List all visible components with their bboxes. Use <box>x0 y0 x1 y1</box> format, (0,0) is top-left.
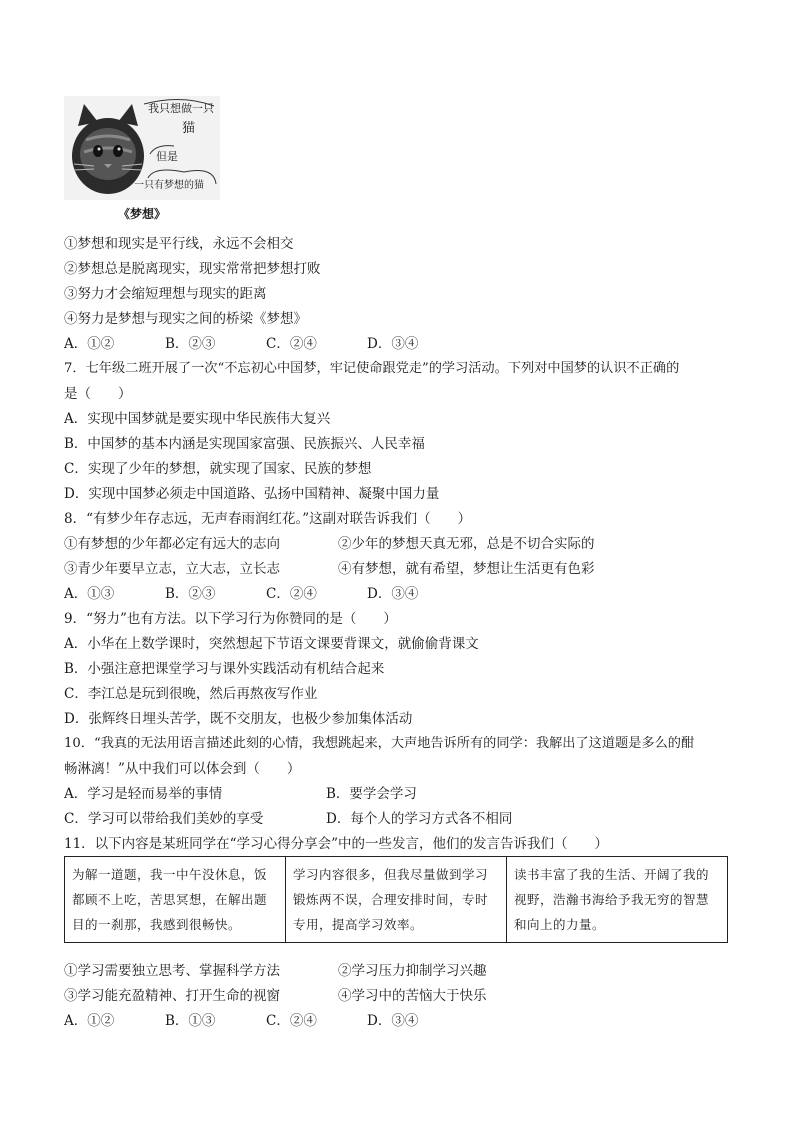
q11-option-a[interactable]: A．①② <box>64 1013 115 1029</box>
handwriting-2: 猫 <box>182 121 196 136</box>
q9-option-b[interactable]: B．小强注意把课堂学习与课外实践活动有机结合起来 <box>64 661 385 677</box>
q7-stem-line-2: 是（ ） <box>64 386 132 402</box>
q6-statement-1: ①梦想和现实是平行线，永远不会相交 <box>64 236 294 252</box>
q7-stem-line-1: 7．七年级二班开展了一次“不忘初心中国梦，牢记使命跟党走”的学习活动。下列对中国梦的认识不正确的 <box>64 361 680 376</box>
cat-cartoon-image <box>64 96 220 200</box>
handwriting-1: 我只想做一只 <box>148 102 214 115</box>
q11-quote-cell-2: 学习内容很多，但我尽量做到学习锻炼两不误，合理安排时间，专时专用，提高学习效率。 <box>286 857 507 943</box>
q10-stem-line-2: 畅淋漓！”从中我们可以体会到（ ） <box>64 761 301 777</box>
q6-option-c[interactable]: C．②④ <box>266 336 317 352</box>
q11-statement-2: ②学习压力抑制学习兴趣 <box>338 963 487 979</box>
handwriting-3: 一只有梦想的猫 <box>134 180 204 191</box>
q7-option-a[interactable]: A．实现中国梦就是要实现中华民族伟大复兴 <box>64 411 331 427</box>
q11-option-b[interactable]: B．①③ <box>165 1013 216 1029</box>
q11-quote-cell-1: 为解一道题，我一中午没休息，饭都顾不上吃，苦思冥想，在解出题目的一刹那，我感到很畅快。 <box>65 857 286 943</box>
q7-option-c[interactable]: C．实现了少年的梦想，就实现了国家、民族的梦想 <box>64 461 372 477</box>
q6-option-d[interactable]: D．③④ <box>367 336 419 352</box>
q6-option-b[interactable]: B．②③ <box>165 336 216 352</box>
q10-option-a[interactable]: A．学习是轻而易举的事情 <box>64 786 223 802</box>
q10-stem-line-1: 10．“我真的无法用语言描述此刻的心情，我想跳起来，大声地告诉所有的同学：我解出了这道题是多么的酣 <box>64 736 695 751</box>
q8-option-a[interactable]: A．①③ <box>64 586 115 602</box>
q6-option-a[interactable]: A．①② <box>64 336 115 352</box>
q11-statement-1: ①学习需要独立思考、掌握科学方法 <box>64 963 280 979</box>
q9-stem: 9．“努力”也有方法。以下学习行为你赞同的是（ ） <box>64 611 397 627</box>
q8-option-b[interactable]: B．②③ <box>165 586 216 602</box>
q6-statement-4: ④努力是梦想与现实之间的桥梁《梦想》 <box>64 311 307 327</box>
q10-option-c[interactable]: C．学习可以带给我们美妙的享受 <box>64 811 264 827</box>
q8-option-c[interactable]: C．②④ <box>266 586 317 602</box>
figure-caption: 《梦想》 <box>118 207 167 221</box>
handwriting-4: 但是 <box>156 150 178 163</box>
q11-statement-3: ③学习能充盈精神、打开生命的视窗 <box>64 988 280 1004</box>
q9-option-c[interactable]: C．李江总是玩到很晚，然后再熬夜写作业 <box>64 686 318 702</box>
q7-option-d[interactable]: D．实现中国梦必须走中国道路、弘扬中国精神、凝聚中国力量 <box>64 486 440 502</box>
q9-option-a[interactable]: A．小华在上数学课时，突然想起下节语文课要背课文，就偷偷背课文 <box>64 636 479 652</box>
q8-statement-2: ②少年的梦想天真无邪，总是不切合实际的 <box>338 536 595 552</box>
q8-statement-3: ③青少年要早立志，立大志，立长志 <box>64 561 280 577</box>
q11-statement-4: ④学习中的苦恼大于快乐 <box>338 988 487 1004</box>
q7-option-b[interactable]: B．中国梦的基本内涵是实现国家富强、民族振兴、人民幸福 <box>64 436 425 452</box>
q8-option-d[interactable]: D．③④ <box>367 586 419 602</box>
q9-option-d[interactable]: D．张辉终日埋头苦学，既不交朋友，也极少参加集体活动 <box>64 711 413 727</box>
q6-statement-3: ③努力才会缩短理想与现实的距离 <box>64 286 267 302</box>
q8-statement-4: ④有梦想，就有希望，梦想让生活更有色彩 <box>338 561 595 577</box>
q11-quote-cell-3: 读书丰富了我的生活、开阔了我的视野，浩瀚书海给予我无穷的智慧和向上的力量。 <box>507 857 728 943</box>
q10-option-d[interactable]: D．每个人的学习方式各不相同 <box>326 811 513 827</box>
q8-stem: 8．“有梦少年存志远，无声春雨润红花。”这副对联告诉我们（ ） <box>64 511 472 527</box>
q11-option-d[interactable]: D．③④ <box>367 1013 419 1029</box>
q8-statement-1: ①有梦想的少年都必定有远大的志向 <box>64 536 280 552</box>
q11-option-c[interactable]: C．②④ <box>266 1013 317 1029</box>
q11-stem: 11．以下内容是某班同学在“学习心得分享会”中的一些发言，他们的发言告诉我们（ ） <box>64 836 608 852</box>
q10-option-b[interactable]: B．要学会学习 <box>326 786 417 802</box>
q11-quote-table <box>64 856 728 943</box>
q6-statement-2: ②梦想总是脱离现实，现实常常把梦想打败 <box>64 261 321 277</box>
